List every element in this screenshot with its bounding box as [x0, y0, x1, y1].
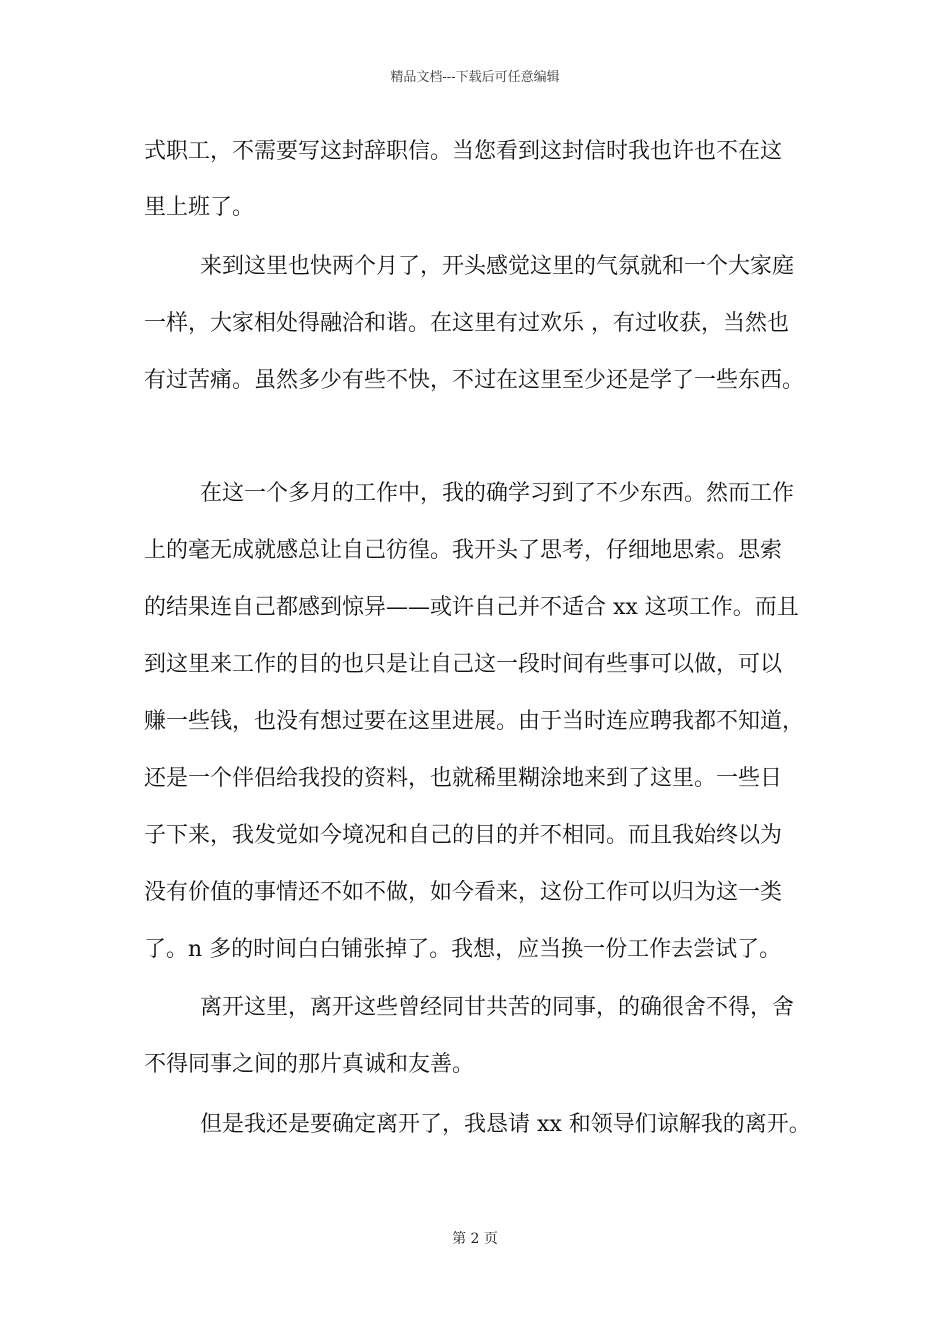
body-line: 式职工，不需要写这封辞职信。当您看到这封信时我也许也不在这 — [144, 139, 783, 164]
body-line: 不得同事之间的那片真诚和友善。 — [144, 1052, 475, 1077]
body-line: 没有价值的事情还不如不做，如今看来，这份工作可以归为这一类 — [144, 880, 783, 905]
body-line: 上的毫无成就感总让自己彷徨。我开头了思考，仔细地思索。思索 — [144, 538, 783, 563]
body-line: 子下来，我发觉如今境况和自己的目的并不相同。而且我始终以为 — [144, 823, 783, 848]
body-line: 里上班了。 — [144, 195, 255, 220]
body-line: 还是一个伴侣给我投的资料，也就稀里糊涂地来到了这里。一些日 — [144, 766, 783, 791]
page-header: 精品文档---下载后可任意编辑 — [390, 70, 560, 85]
body-line: 在这一个多月的工作中，我的确学习到了不少东西。然而工作 — [200, 481, 795, 506]
body-line: 到这里来工作的目的也只是让自己这一段时间有些事可以做，可以 — [144, 652, 783, 677]
page-number: 第 2 页 — [452, 1231, 498, 1247]
body-line: 有过苦痛。虽然多少有些不快，不过在这里至少还是学了一些东西。 — [144, 368, 805, 393]
body-line: 一样，大家相处得融洽和谐。在这里有过欢乐 ，有过收获，当然也 — [144, 311, 789, 336]
body-line: 了。n 多的时间白白铺张掉了。我想，应当换一份工作去尝试了。 — [144, 937, 782, 962]
body-line: 赚一些钱，也没有想过要在这里进展。由于当时连应聘我都不知道， — [144, 709, 805, 734]
body-line: 离开这里，离开这些曾经同甘共苦的同事，的确很舍不得，舍 — [200, 995, 795, 1020]
body-line: 但是我还是要确定离开了，我恳请 xx 和领导们谅解我的离开。 — [200, 1112, 811, 1137]
body-line: 的结果连自己都感到惊异——或许自己并不适合 xx 这项工作。而且 — [144, 595, 799, 620]
body-line: 来到这里也快两个月了，开头感觉这里的气氛就和一个大家庭 — [200, 254, 795, 279]
